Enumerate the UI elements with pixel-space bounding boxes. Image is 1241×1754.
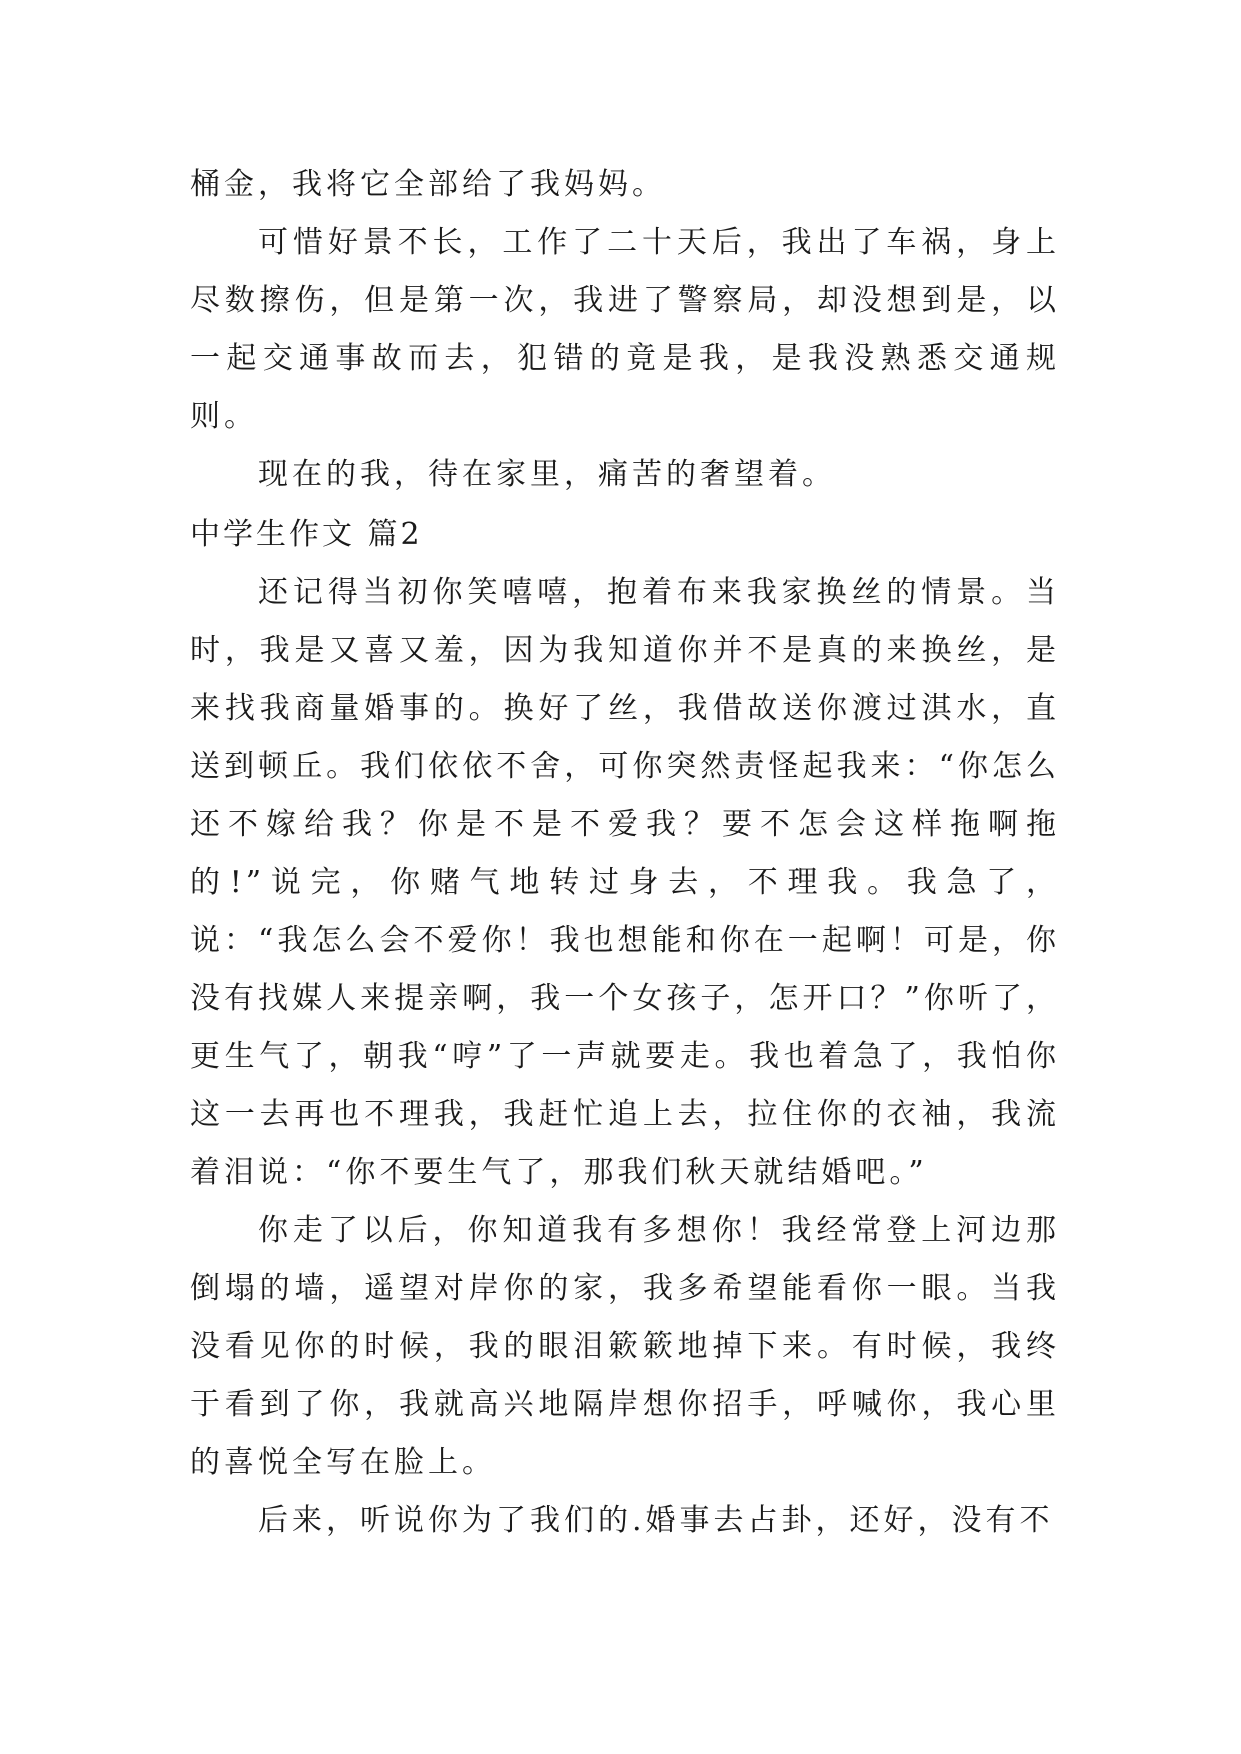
text-block-bottom <box>190 506 1060 1550</box>
text-block-top <box>190 156 1060 504</box>
paragraph: 你走了以后，你知道我有多想你！我经常登上河边那倒塌的墙，遥望对岸你的家，我多希望能看你一眼。当我没看见你的时候，我的眼泪簌簌地掉下来。有时候，我终于看到了你，我就高兴地隔岸想你招手，呼喊你，我心里的喜悦全写在脸上。 <box>190 1213 1060 1480</box>
section-heading: 中学生作文 篇2 <box>190 517 423 552</box>
paragraph: 桶金，我将它全部给了我妈妈。 <box>190 167 666 202</box>
paragraph: 还记得当初你笑嘻嘻，抱着布来我家换丝的情景。当时，我是又喜又羞，因为我知道你并不是真的来换丝，是来找我商量婚事的。换好了丝，我借故送你渡过淇水，直送到顿丘。我们依依不舍，可你突然责怪起我来：“你怎么还不嫁给我？你是不是不爱我？要不怎会这样拖啊拖的!”说完，你赌气地转过身去，不理我。我急了，说：“我怎么会不爱你！我也想能和你在一起啊！可是，你没有找媒人来提亲啊，我一个女孩子，怎开口？”你听了，更生气了，朝我“哼”了一声就要走。我也着急了，我怕你这一去再也不理我，我赶忙追上去，拉住你的衣袖，我流着泪说：“你不要生气了，那我们秋天就结婚吧。” <box>190 575 1060 1190</box>
paragraph: 后来，听说你为了我们的.婚事去占卦，还好，没有不 <box>258 1503 1054 1538</box>
paragraph: 现在的我，待在家里，痛苦的奢望着。 <box>258 457 836 492</box>
paragraph: 可惜好景不长，工作了二十天后，我出了车祸，身上尽数擦伤，但是第一次，我进了警察局，却没想到是，以一起交通事故而去，犯错的竟是我，是我没熟悉交通规则。 <box>190 225 1060 434</box>
